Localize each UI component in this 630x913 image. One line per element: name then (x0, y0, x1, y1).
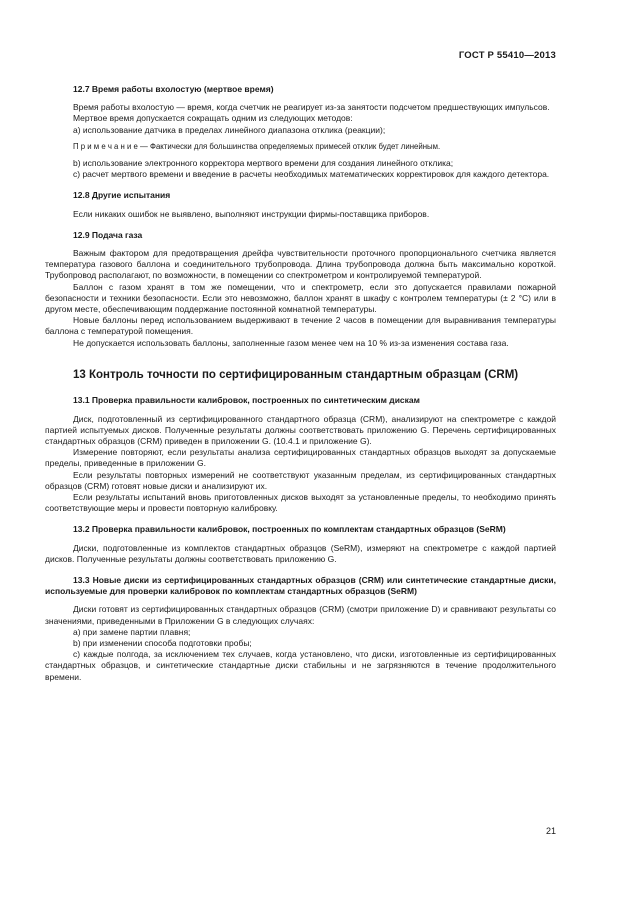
section-13-3-item-a: а) при замене партии плавня; (73, 626, 191, 637)
section-12-9-paragraph-1: Важным фактором для предотвращения дрейфа чувствительности проточного пропорционального счетчика является температура газового баллона и соединительного трубопровода. Длина трубопровода должна быть максимально короткой. Трубопровод располагают, по возможности, в помещении со спектрометром и контролируемой температурой. (45, 248, 556, 281)
section-12-7-note: П р и м е ч а н и е — Фактически для большинства определяемых примесей отклик будет линейным. (73, 141, 441, 151)
section-13-heading: 13 Контроль точности по сертифицированным стандартным образцам (CRM) (73, 368, 519, 381)
section-13-3-item-b: b) при изменении способа подготовки пробы; (73, 638, 252, 649)
section-12-8-heading: 12.8 Другие испытания (73, 190, 171, 201)
section-12-7-item-c: с) расчет мертвого времени и введение в расчеты необходимых математических корректировок для каждого детектора. (73, 169, 550, 180)
section-13-2-paragraph-1: Диски, подготовленные из комплектов стандартных образцов (SeRM), измеряют на спектрометре с каждой партией дисков. Полученные результаты должны соответствовать приложению G. (45, 542, 556, 564)
section-12-7-paragraph-1: Время работы вхолостую — время, когда счетчик не реагирует из-за занятости подсчетом предшествующих импульсов. (73, 102, 550, 113)
section-12-9-paragraph-4: Не допускается использовать баллоны, заполненные газом менее чем на 10 % из-за изменения состава газа. (73, 337, 509, 348)
section-13-1-paragraph-4: Если результаты испытаний вновь приготовленных дисков выходят за установленные пределы, то необходимо принять соответствующие меры и провести повторную калибровку. (45, 491, 556, 514)
section-13-3-item-c: с) каждые полгода, за исключением тех случаев, когда установлено, что диски, изготовленные из сертифицированных стандартных образцов, и синтетические стандартные диски стабильны и не загрязняются в течение продолжительного времени. (45, 649, 556, 682)
section-13-1-paragraph-1: Диск, подготовленный из сертифицированного стандартного образца (CRM), анализируют на спектрометре с каждой партией испытуемых дисков. Полученные результаты должны соответствовать приложению G. Перечень сертифицированных стандартных образцов (CRM) приведен в приложении G. (10.4.1 и приложение G). (45, 413, 556, 446)
section-13-3-heading: 13.3 Новые диски из сертифицированных стандартных образцов (CRM) или синтетические стандартные диски, используемые для проверки калибровок по комплектам стандартных образцов (SeRM) (45, 575, 556, 597)
section-12-9-paragraph-2: Баллон с газом хранят в том же помещении, что и спектрометр, если это допускается правилами пожарной безопасности и техники безопасности. Если это невозможно, баллон хранят в шкафу с контролем температуры (± 2 °С) или в другом месте, обеспечивающим поддержание постоянной комнатной температуры. (45, 281, 556, 315)
section-12-7-item-a: а) использование датчика в пределах линейного диапазона отклика (реакции); (73, 124, 386, 135)
section-12-8-paragraph-1: Если никаких ошибок не выявлено, выполняют инструкции фирмы-поставщика приборов. (73, 208, 430, 219)
section-13-2-heading: 13.2 Проверка правильности калибровок, построенных по комплектам стандартных образцов (SeRM) (73, 524, 506, 535)
section-13-3-paragraph-1: Диски готовят из сертифицированных стандартных образцов (CRM) (смотри приложение D) и сравнивают результаты со значениями, приведенными в Приложении G в следующих случаях: (45, 604, 556, 626)
section-12-9-heading: 12.9 Подача газа (73, 229, 143, 240)
section-12-7-item-b: b) использование электронного корректора мертвого времени для создания линейного отклика; (73, 158, 454, 169)
section-12-9-paragraph-3: Новые баллоны перед использованием выдерживают в течение 2 часов в помещении для выравнивания температуры баллона с температурой помещения. (45, 315, 556, 337)
section-13-1-heading: 13.1 Проверка правильности калибровок, построенных по синтетическим дискам (73, 395, 420, 406)
section-13-1-paragraph-2: Измерение повторяют, если результаты анализа сертифицированных стандартных образцов выходят за допускаемые пределы, приведенные в приложении G. (45, 447, 556, 469)
section-13-1-paragraph-3: Если результаты повторных измерений не соответствуют указанным пределам, из сертифицированных стандартных образцов (CRM) готовят новые диски и анализируют их. (45, 469, 556, 491)
running-header: ГОСТ Р 55410—2013 (458, 50, 556, 61)
section-12-7-heading: 12.7 Время работы вхолостую (мертвое время) (73, 84, 274, 94)
document-content (45, 84, 556, 683)
section-12-7-paragraph-2: Мертвое время допускается сокращать одним из следующих методов: (73, 113, 353, 124)
page-number: 21 (545, 826, 556, 836)
